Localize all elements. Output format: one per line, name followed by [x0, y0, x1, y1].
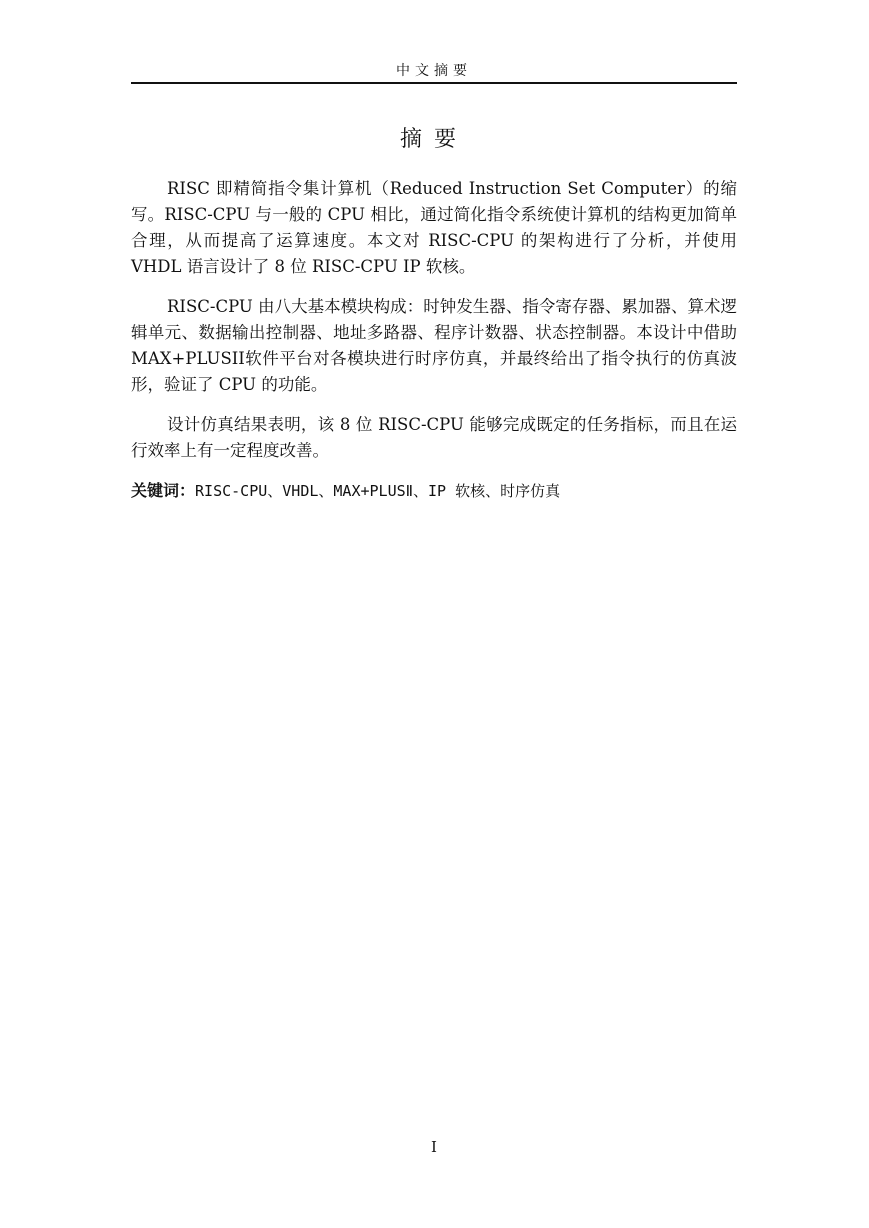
- header-rule: [131, 82, 737, 84]
- abstract-body: [131, 176, 737, 504]
- abstract-paragraph-2: RISC-CPU 由八大基本模块构成：时钟发生器、指令寄存器、累加器、算术逻辑单元、数据输出控制器、地址多路器、程序计数器、状态控制器。本设计中借助 MAX+PLUSII软件平台对各模块进行时序仿真，并最终给出了指令执行的仿真波形，验证了 CPU 的功能。: [131, 297, 737, 394]
- abstract-paragraph-3: 设计仿真结果表明，该 8 位 RISC-CPU 能够完成既定的任务指标，而且在运行效率上有一定程度改善。: [131, 415, 737, 460]
- abstract-paragraph-1: RISC 即精简指令集计算机（Reduced Instruction Set Computer）的缩写。RISC-CPU 与一般的 CPU 相比，通过简化指令系统使计算机的结构更加简单合理，从而提高了运算速度。本文对 RISC-CPU 的架构进行了分析，并使用 VHDL 语言设计了 8 位 RISC-CPU IP 软核。: [131, 179, 737, 276]
- keywords-text: RISC-CPU、VHDL、MAX+PLUSⅡ、IP 软核、时序仿真: [195, 482, 561, 500]
- page-title: 摘要: [399, 127, 468, 152]
- page-number: I: [431, 1138, 437, 1156]
- running-header: 中文摘要: [396, 63, 472, 79]
- keywords-label: 关键词：: [131, 481, 196, 500]
- keywords-line: [131, 478, 737, 504]
